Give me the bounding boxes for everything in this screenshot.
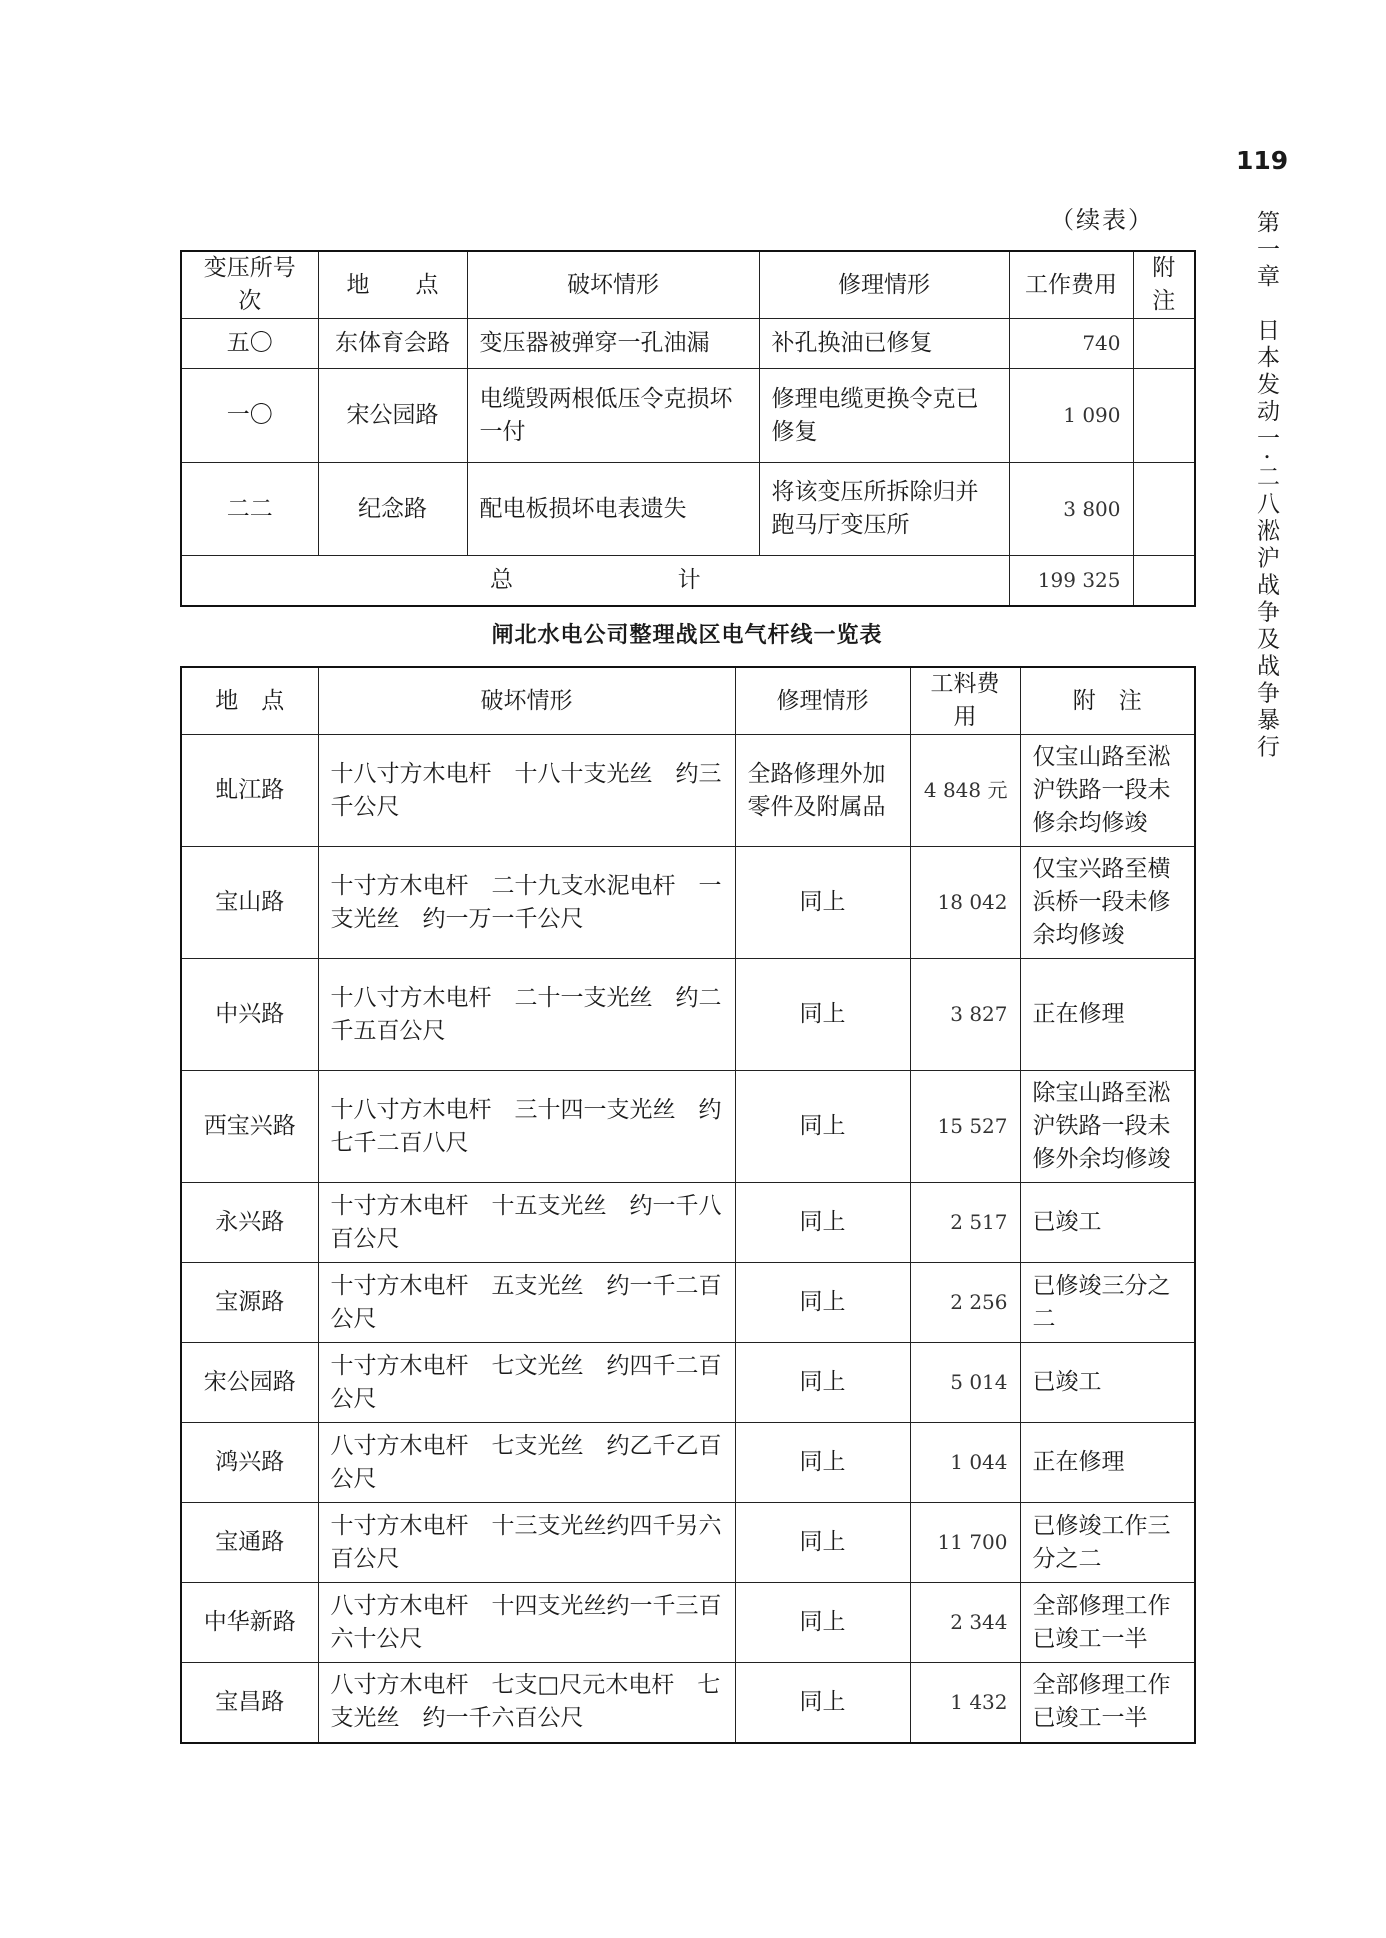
table-row xyxy=(181,847,1195,959)
repair-cell: 同上 xyxy=(735,1583,910,1663)
place-cell: 虬江路 xyxy=(181,735,318,847)
place-cell: 宝源路 xyxy=(181,1263,318,1343)
table-row xyxy=(181,319,1195,369)
repair-cell: 同上 xyxy=(735,1503,910,1583)
substation-number: 五〇 xyxy=(181,319,318,369)
table-row xyxy=(181,369,1195,463)
cost-cell: 2 256 xyxy=(910,1263,1020,1343)
cost-cell: 1 044 xyxy=(910,1423,1020,1503)
place-cell: 中华新路 xyxy=(181,1583,318,1663)
header-cell: 破坏情形 xyxy=(318,667,735,735)
chapter-side-title: 第一章 日本发动一·二八淞沪战争及战争暴行 xyxy=(1253,210,1279,762)
header-cell: 破坏情形 xyxy=(467,251,759,319)
note-cell: 已修竣工作三分之二 xyxy=(1020,1503,1195,1583)
note-cell: 除宝山路至淞沪铁路一段未修外余均修竣 xyxy=(1020,1071,1195,1183)
damage-cell: 十寸方木电杆 十三支光丝约四千另六百公尺 xyxy=(318,1503,735,1583)
cost-cell: 5 014 xyxy=(910,1343,1020,1423)
note-cell xyxy=(1133,369,1195,463)
cost-cell: 11 700 xyxy=(910,1503,1020,1583)
note-cell: 正在修理 xyxy=(1020,959,1195,1071)
cost-cell: 15 527 xyxy=(910,1071,1020,1183)
note-cell: 仅宝兴路至横浜桥一段未修余均修竣 xyxy=(1020,847,1195,959)
header-cell: 附 注 xyxy=(1020,667,1195,735)
header-cell: 修理情形 xyxy=(735,667,910,735)
page-number: 119 xyxy=(1236,146,1289,175)
damage-cell: 电缆毁两根低压令克损坏一付 xyxy=(467,369,759,463)
damage-cell: 变压器被弹穿一孔油漏 xyxy=(467,319,759,369)
table-row xyxy=(181,1663,1195,1743)
continued-label: （续表） xyxy=(1050,206,1154,234)
repair-cell: 同上 xyxy=(735,1071,910,1183)
cost-cell: 1 432 xyxy=(910,1663,1020,1743)
repair-cell: 同上 xyxy=(735,1183,910,1263)
cost-cell: 2 517 xyxy=(910,1183,1020,1263)
repair-cell: 同上 xyxy=(735,847,910,959)
header-cell: 变压所号次 xyxy=(181,251,318,319)
cost-cell: 4 848 元 xyxy=(910,735,1020,847)
repair-cell: 全路修理外加零件及附属品 xyxy=(735,735,910,847)
cost-cell: 3 827 xyxy=(910,959,1020,1071)
damage-cell: 十八寸方木电杆 十八十支光丝 约三千公尺 xyxy=(318,735,735,847)
place-cell: 宝昌路 xyxy=(181,1663,318,1743)
table-row xyxy=(181,1423,1195,1503)
header-cell: 地 点 xyxy=(181,667,318,735)
table-row xyxy=(181,1263,1195,1343)
cost-cell: 740 xyxy=(1009,319,1133,369)
table-row xyxy=(181,959,1195,1071)
place-cell: 东体育会路 xyxy=(318,319,467,369)
note-cell: 已竣工 xyxy=(1020,1183,1195,1263)
damage-cell: 八寸方木电杆 七支□尺元木电杆 七支光丝 约一千六百公尺 xyxy=(318,1663,735,1743)
note-cell: 全部修理工作已竣工一半 xyxy=(1020,1663,1195,1743)
place-cell: 中兴路 xyxy=(181,959,318,1071)
repair-cell: 同上 xyxy=(735,959,910,1071)
place-cell: 宋公园路 xyxy=(181,1343,318,1423)
table-row xyxy=(181,1503,1195,1583)
damage-cell: 十寸方木电杆 十五支光丝 约一千八百公尺 xyxy=(318,1183,735,1263)
header-cell: 修理情形 xyxy=(759,251,1009,319)
note-cell: 已竣工 xyxy=(1020,1343,1195,1423)
place-cell: 永兴路 xyxy=(181,1183,318,1263)
pole-line-table xyxy=(180,666,1196,1744)
table2-title: 闸北水电公司整理战区电气杆线一览表 xyxy=(491,623,883,648)
table-row xyxy=(181,735,1195,847)
cost-cell: 18 042 xyxy=(910,847,1020,959)
repair-cell: 补孔换油已修复 xyxy=(759,319,1009,369)
cost-cell: 1 090 xyxy=(1009,369,1133,463)
total-label-left: 总 xyxy=(489,566,513,593)
substation-number: 一〇 xyxy=(181,369,318,463)
damage-cell: 配电板损坏电表遗失 xyxy=(467,463,759,556)
table-row xyxy=(181,1183,1195,1263)
damage-cell: 八寸方木电杆 十四支光丝约一千三百六十公尺 xyxy=(318,1583,735,1663)
substation-number: 二二 xyxy=(181,463,318,556)
cost-cell: 3 800 xyxy=(1009,463,1133,556)
repair-cell: 修理电缆更换令克已修复 xyxy=(759,369,1009,463)
total-row xyxy=(181,556,1195,606)
repair-cell: 将该变压所拆除归并跑马厅变压所 xyxy=(759,463,1009,556)
header-cell: 附注 xyxy=(1133,251,1195,319)
substation-damage-table xyxy=(180,250,1196,607)
place-cell: 西宝兴路 xyxy=(181,1071,318,1183)
table-row xyxy=(181,1071,1195,1183)
total-label-right: 计 xyxy=(677,566,701,593)
damage-cell: 十寸方木电杆 五支光丝 约一千二百公尺 xyxy=(318,1263,735,1343)
table-row xyxy=(181,463,1195,556)
header-cell: 工作费用 xyxy=(1009,251,1133,319)
total-label xyxy=(181,556,1009,606)
repair-cell: 同上 xyxy=(735,1343,910,1423)
table-row xyxy=(181,1343,1195,1423)
damage-cell: 十八寸方木电杆 三十四一支光丝 约七千二百八尺 xyxy=(318,1071,735,1183)
total-value: 199 325 xyxy=(1009,556,1133,606)
place-cell: 纪念路 xyxy=(318,463,467,556)
note-cell xyxy=(1133,319,1195,369)
header-cell: 工料费用 xyxy=(910,667,1020,735)
place-cell: 鸿兴路 xyxy=(181,1423,318,1503)
repair-cell: 同上 xyxy=(735,1663,910,1743)
damage-cell: 八寸方木电杆 七支光丝 约乙千乙百公尺 xyxy=(318,1423,735,1503)
table-row xyxy=(181,1583,1195,1663)
table-header-row xyxy=(181,251,1195,319)
table-header-row xyxy=(181,667,1195,735)
repair-cell: 同上 xyxy=(735,1423,910,1503)
total-note xyxy=(1133,556,1195,606)
repair-cell: 同上 xyxy=(735,1263,910,1343)
header-cell: 地 点 xyxy=(318,251,467,319)
note-cell: 正在修理 xyxy=(1020,1423,1195,1503)
place-cell: 宝山路 xyxy=(181,847,318,959)
damage-cell: 十寸方木电杆 七文光丝 约四千二百公尺 xyxy=(318,1343,735,1423)
damage-cell: 十寸方木电杆 二十九支水泥电杆 一支光丝 约一万一千公尺 xyxy=(318,847,735,959)
note-cell: 全部修理工作已竣工一半 xyxy=(1020,1583,1195,1663)
place-cell: 宋公园路 xyxy=(318,369,467,463)
note-cell: 已修竣三分之二 xyxy=(1020,1263,1195,1343)
damage-cell: 十八寸方木电杆 二十一支光丝 约二千五百公尺 xyxy=(318,959,735,1071)
place-cell: 宝通路 xyxy=(181,1503,318,1583)
note-cell xyxy=(1133,463,1195,556)
note-cell: 仅宝山路至淞沪铁路一段未修余均修竣 xyxy=(1020,735,1195,847)
cost-cell: 2 344 xyxy=(910,1583,1020,1663)
